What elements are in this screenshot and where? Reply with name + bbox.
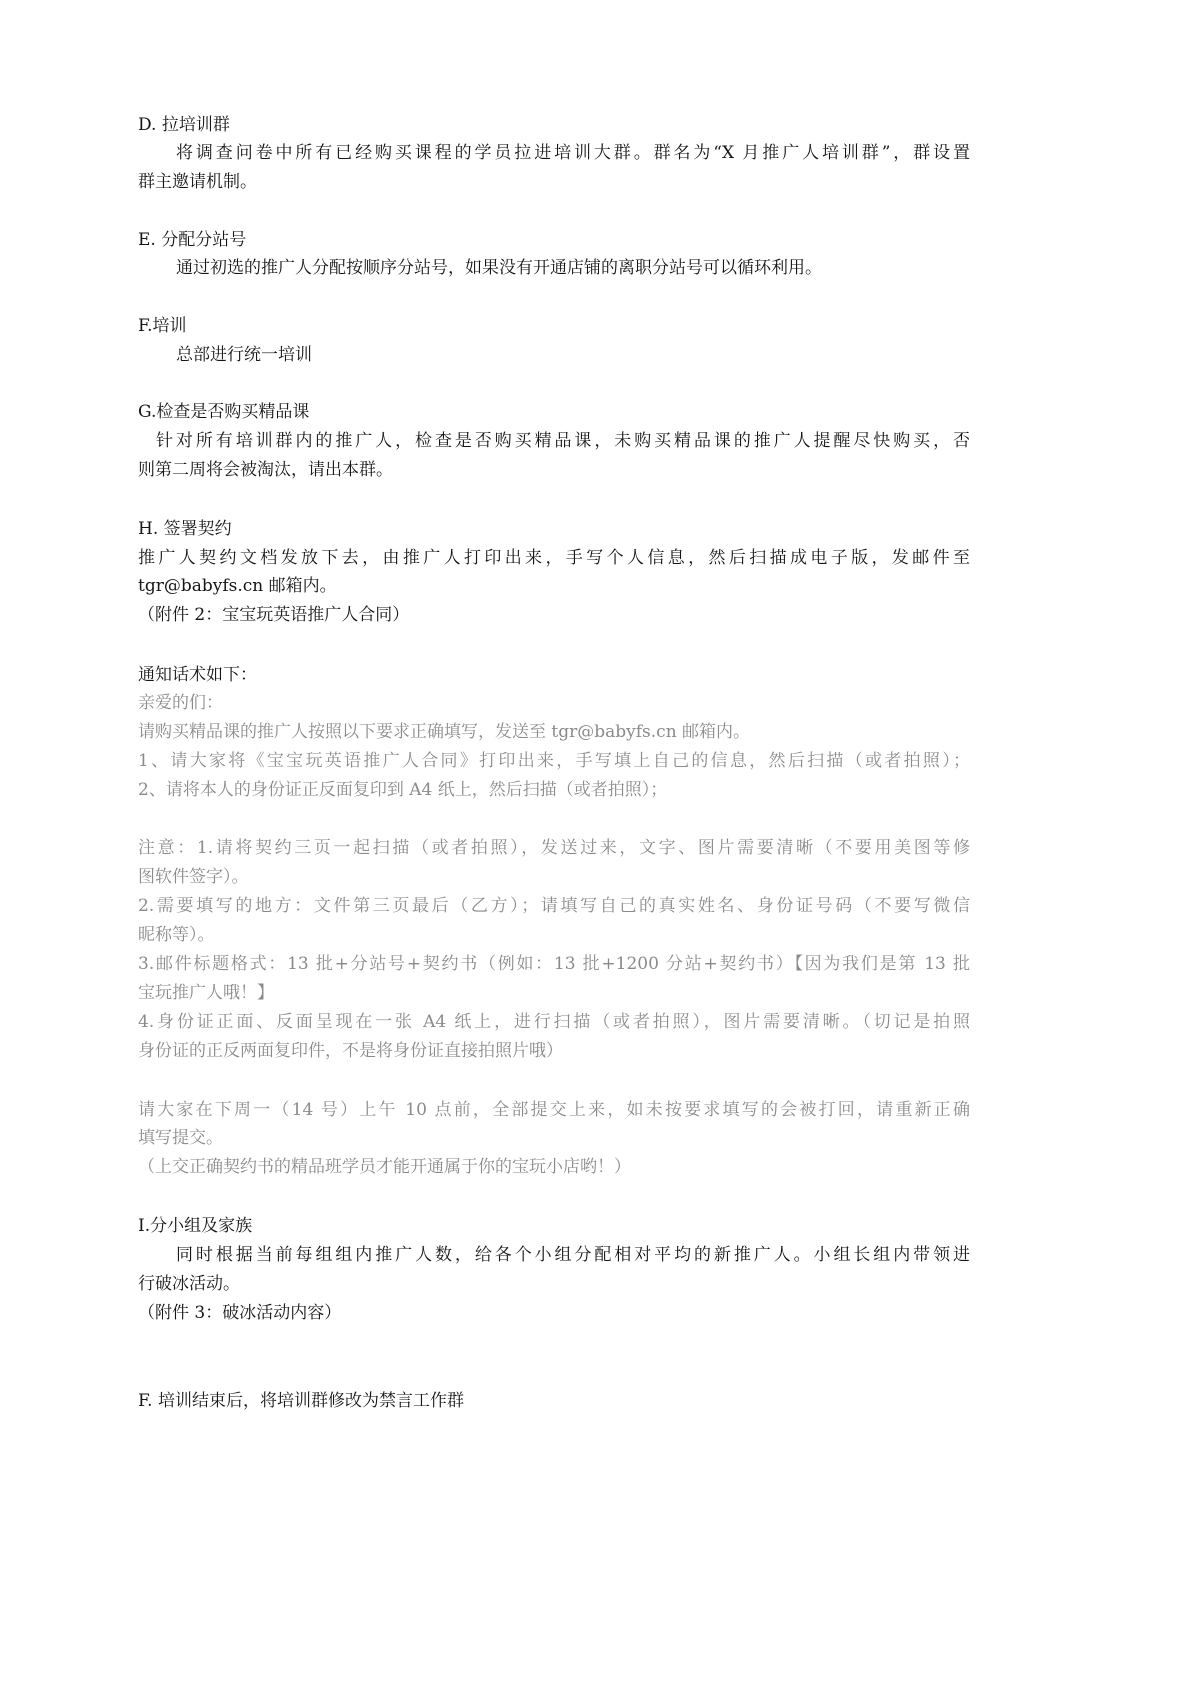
section-i-title: I.分小组及家族 — [138, 1216, 253, 1236]
section-d-text: 群主邀请机制。 — [138, 172, 257, 192]
notice-note: 身份证的正反两面复印件，不是将身份证直接拍照片哦） — [138, 1041, 563, 1061]
notice-text: 亲爱的们： — [138, 693, 223, 713]
notice-deadline: 填写提交。 — [138, 1128, 223, 1148]
section-f-title: F.培训 — [138, 316, 187, 336]
section-i-text: 同时根据当前每组组内推广人数，给各个小组分配相对平均的新推广人。小组长组内带领进 — [176, 1245, 970, 1265]
section-f-text: 总部进行统一培训 — [176, 345, 312, 365]
section-h-text: tgr@babyfs.cn 邮箱内。 — [138, 576, 337, 596]
notice-text: 1、请大家将《宝宝玩英语推广人合同》打印出来，手写填上自己的信息，然后扫描（或者拍照）； — [138, 751, 970, 771]
section-h-text: 推广人契约文档发放下去，由推广人打印出来，手写个人信息，然后扫描成电子版，发邮件至 — [138, 548, 970, 568]
attachment-note: （附件 3：破冰活动内容） — [138, 1303, 342, 1323]
notice-note: 昵称等）。 — [138, 925, 215, 945]
notice-note: 2.需要填写的地方：文件第三页最后（乙方）；请填写自己的真实姓名、身份证号码（不要写微信 — [138, 896, 970, 916]
notice-note: 图软件签字）。 — [138, 867, 249, 887]
section-e-text: 通过初选的推广人分配按顺序分站号，如果没有开通店铺的离职分站号可以循环利用。 — [176, 258, 822, 278]
section-d-text: 将调查问卷中所有已经购买课程的学员拉进培训大群。群名为“X 月推广人培训群”，群设置 — [176, 143, 970, 163]
section-d-title: D. 拉培训群 — [138, 115, 230, 135]
notice-text: 请购买精品课的推广人按照以下要求正确填写，发送至 tgr@babyfs.cn 邮箱内。 — [138, 722, 751, 742]
notice-note: 4.身份证正面、反面呈现在一张 A4 纸上，进行扫描（或者拍照），图片需要清晰。（切记是拍照 — [138, 1012, 970, 1032]
section-f2-title: F. 培训结束后，将培训群修改为禁言工作群 — [138, 1391, 464, 1411]
section-g-text: 则第二周将会被淘汰，请出本群。 — [138, 460, 393, 480]
notice-title: 通知话术如下： — [138, 665, 257, 685]
notice-deadline: 请大家在下周一（14 号）上午 10 点前，全部提交上来，如未按要求填写的会被打回，请重新正确 — [138, 1100, 970, 1120]
section-e-title: E. 分配分站号 — [138, 230, 247, 250]
notice-deadline: （上交正确契约书的精品班学员才能开通属于你的宝玩小店哟！） — [138, 1157, 631, 1177]
section-g-title: G.检查是否购买精品课 — [138, 402, 310, 422]
notice-note: 宝玩推广人哦！】 — [138, 983, 274, 1003]
section-h-title: H. 签署契约 — [138, 519, 232, 539]
section-g-text: 针对所有培训群内的推广人，检查是否购买精品课，未购买精品课的推广人提醒尽快购买，否 — [156, 431, 970, 451]
notice-text: 2、请将本人的身份证正反面复印到 A4 纸上，然后扫描（或者拍照）； — [138, 780, 668, 800]
notice-note: 3.邮件标题格式：13 批+分站号+契约书（例如：13 批+1200 分站+契约书）【因为我们是第 13 批 — [138, 954, 970, 974]
attachment-note: （附件 2：宝宝玩英语推广人合同） — [138, 605, 410, 625]
notice-note: 注意：1.请将契约三页一起扫描（或者拍照），发送过来，文字、图片需要清晰（不要用美图等修 — [138, 838, 970, 858]
section-i-text: 行破冰活动。 — [138, 1274, 240, 1294]
